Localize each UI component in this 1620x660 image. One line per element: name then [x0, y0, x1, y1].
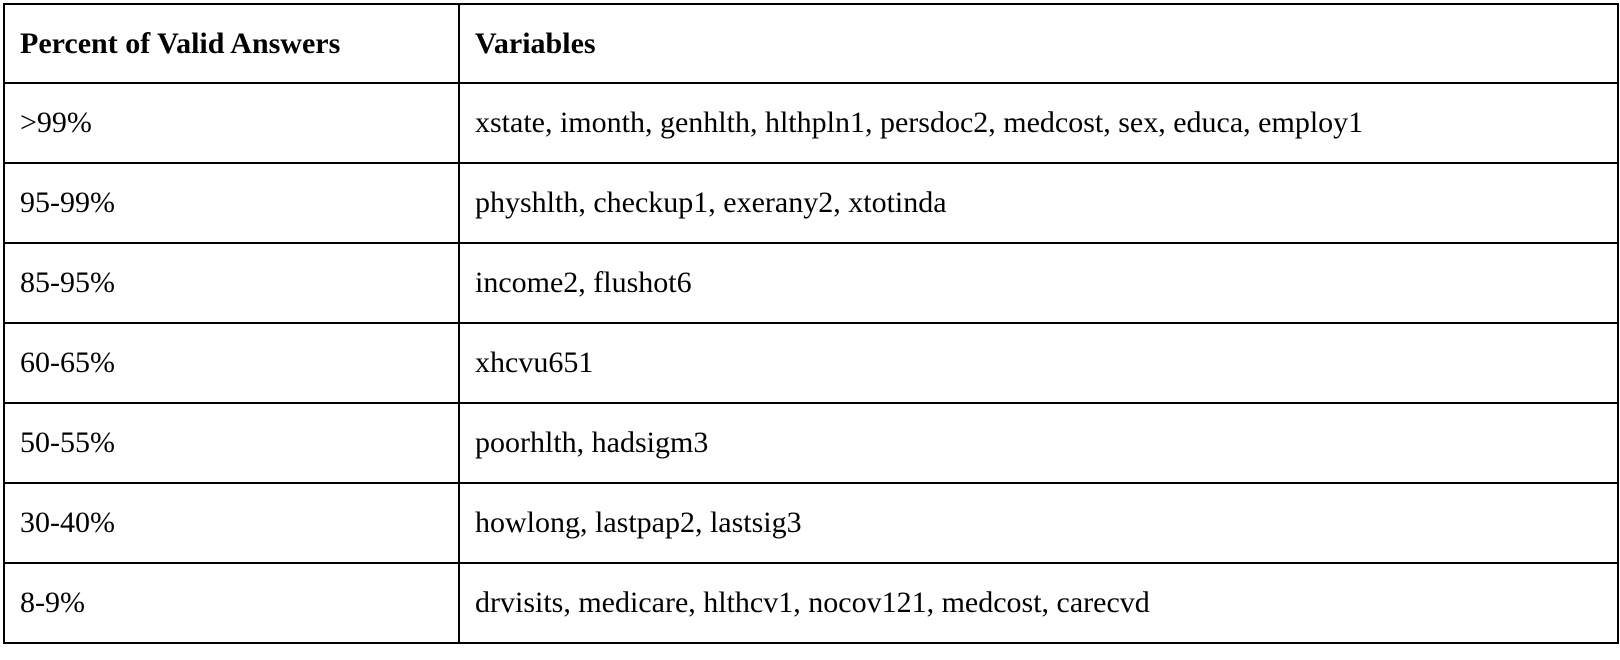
- variables-cell: howlong, lastpap2, lastsig3: [459, 483, 1618, 563]
- table-row: [4, 403, 1618, 483]
- variables-cell: drvisits, medicare, hlthcv1, nocov121, medcost, carecvd: [459, 563, 1618, 643]
- variables-cell: income2, flushot6: [459, 243, 1618, 323]
- table-row: [4, 483, 1618, 563]
- percent-cell: >99%: [4, 83, 459, 163]
- header-percent-valid-answers: Percent of Valid Answers: [4, 4, 459, 83]
- table-row: [4, 563, 1618, 643]
- table-header-row: [4, 4, 1618, 83]
- table-row: [4, 243, 1618, 323]
- valid-answers-table: [3, 3, 1619, 644]
- percent-cell: 8-9%: [4, 563, 459, 643]
- variables-cell: poorhlth, hadsigm3: [459, 403, 1618, 483]
- percent-cell: 95-99%: [4, 163, 459, 243]
- header-variables: Variables: [459, 4, 1618, 83]
- table-row: [4, 323, 1618, 403]
- percent-cell: 85-95%: [4, 243, 459, 323]
- percent-cell: 60-65%: [4, 323, 459, 403]
- percent-cell: 30-40%: [4, 483, 459, 563]
- table-row: [4, 83, 1618, 163]
- variables-cell: xstate, imonth, genhlth, hlthpln1, persdoc2, medcost, sex, educa, employ1: [459, 83, 1618, 163]
- variables-cell: physhlth, checkup1, exerany2, xtotinda: [459, 163, 1618, 243]
- percent-cell: 50-55%: [4, 403, 459, 483]
- variables-cell: xhcvu651: [459, 323, 1618, 403]
- table-row: [4, 163, 1618, 243]
